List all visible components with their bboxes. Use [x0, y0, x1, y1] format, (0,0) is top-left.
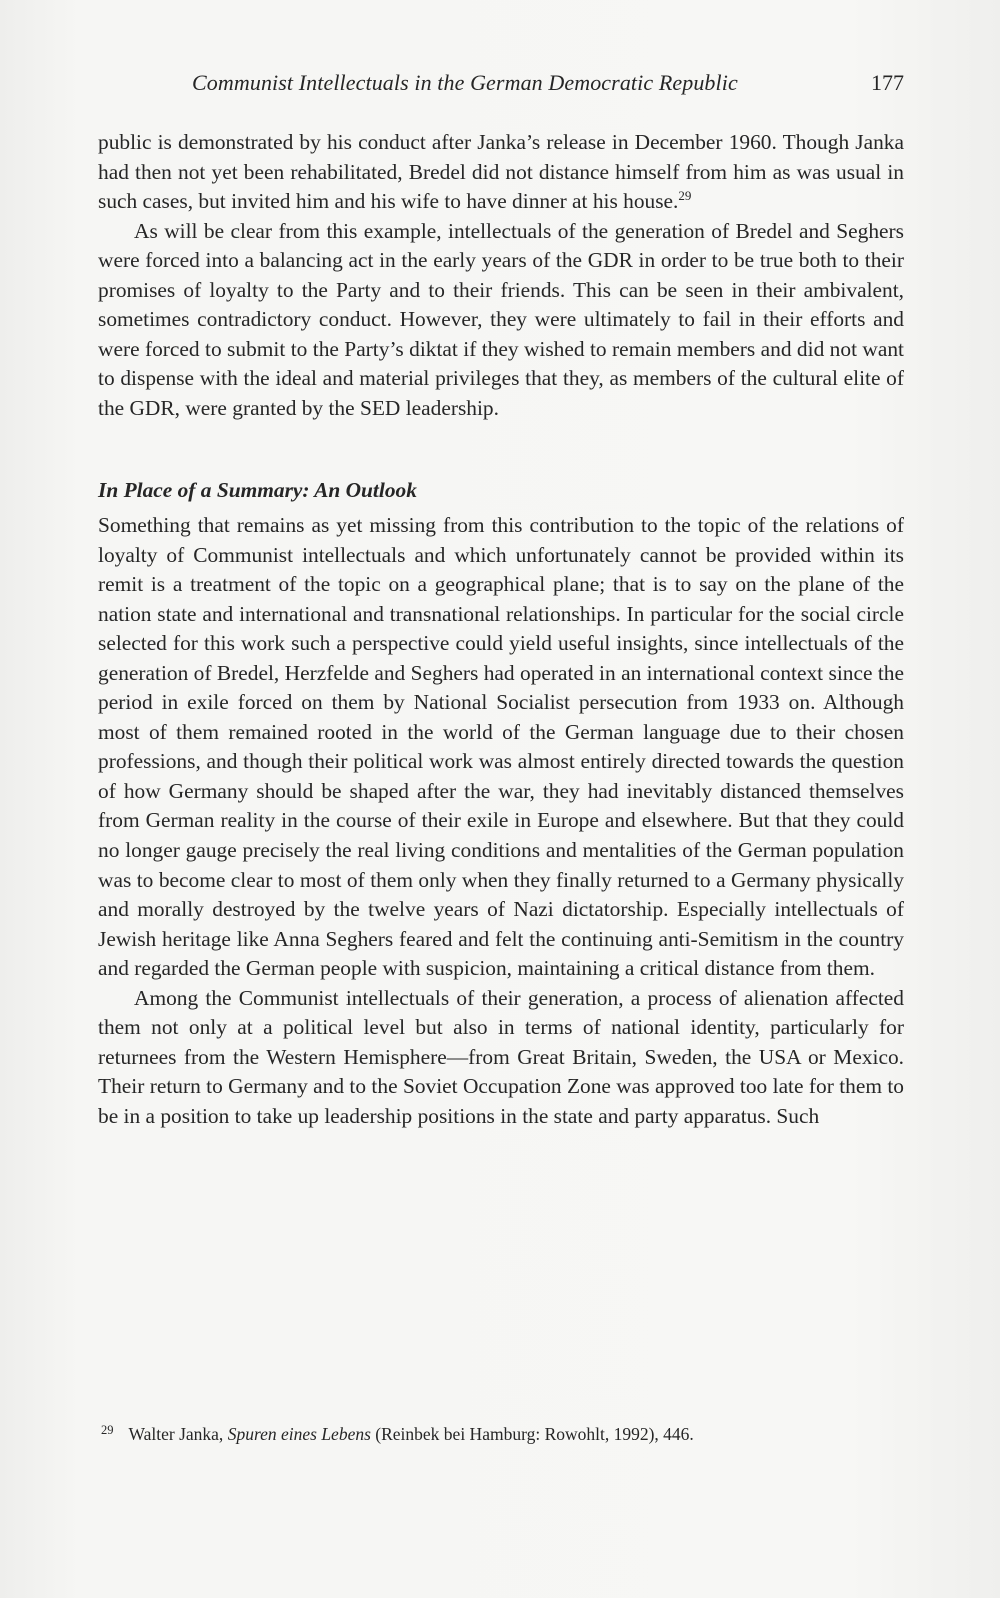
paragraph: Among the Communist intellectuals of their generation, a process of alienation affected them not only at a political level but also in terms of national identity, particularly for returnees from the Western Hemisphere—from Great Britain, Sweden, the USA or Mexico. Their return to Germany and to the Soviet Occupation Zone was approved too late for them to be in a position to take up leadership positions in the state and party apparatus. Such — [98, 985, 904, 1128]
paragraph-text: public is demonstrated by his conduct after Janka’s release in December 1960. Though Janka had then not yet been rehabilitated, Bredel did not distance himself from him as was usual in such cases, but invited him and his wife to have dinner at his house. — [98, 130, 904, 214]
footnote-title: Spuren eines Lebens — [227, 1424, 371, 1444]
footnote-publication: (Reinbek bei Hamburg: Rowohlt, 1992), 446. — [375, 1424, 694, 1444]
body-text — [98, 128, 904, 1132]
paragraph-continued — [98, 128, 904, 217]
page-number: 177 — [871, 70, 904, 95]
running-header — [98, 68, 904, 98]
paragraph: Something that remains as yet missing from this contribution to the topic of the relations of loyalty of Communist intellectuals and which unfortunately cannot be provided within its remit is a treatment of the topic on a geographical plane; that is to say on the plane of the nation state and international and transnational relationships. In particular for the social circle selected for this work such a perspective could yield useful insights, since intellectuals of the generation of Bredel, Herzfelde and Seghers had operated in an international context since the period in exile forced on them by National Socialist persecution from 1933 on. Although most of them remained rooted in the world of the German language due to their chosen professions, and though their political work was almost entirely directed towards the question of how Germany should be shaped after the war, they had inevitably distanced themselves from German reality in the course of their exile in Europe and elsewhere. But that they could no longer gauge precisely the real living conditions and mentalities of the German population was to become clear to most of them only when they finally returned to a Germany physically and morally destroyed by the twelve years of Nazi dictatorship. Especially intellectuals of Jewish heritage like Anna Seghers feared and felt the continuing anti-Semitism in the country and regarded the German people with suspicion, maintaining a critical distance from them. — [98, 513, 904, 981]
paragraph: As will be clear from this example, intellectuals of the generation of Bredel and Seghers were forced into a balancing act in the early years of the GDR in order to be true both to their promises of loyalty to the Party and to their friends. This can be seen in their ambivalent, sometimes contradictory conduct. However, they were ultimately to fail in their efforts and were forced to submit to the Party’s diktat if they wished to remain members and did not want to dispense with the ideal and material privileges that they, as members of the cultural elite of the GDR, were granted by the SED leadership. — [98, 218, 904, 420]
running-title: Communist Intellectuals in the German Democratic Republic — [192, 70, 738, 95]
footnote-author: Walter Janka, — [128, 1424, 224, 1444]
footnote-number: 29 — [101, 1423, 114, 1437]
footnote-reference: 29 — [678, 188, 692, 204]
section-heading: In Place of a Summary: An Outlook — [98, 478, 417, 503]
footnote — [98, 1418, 904, 1446]
